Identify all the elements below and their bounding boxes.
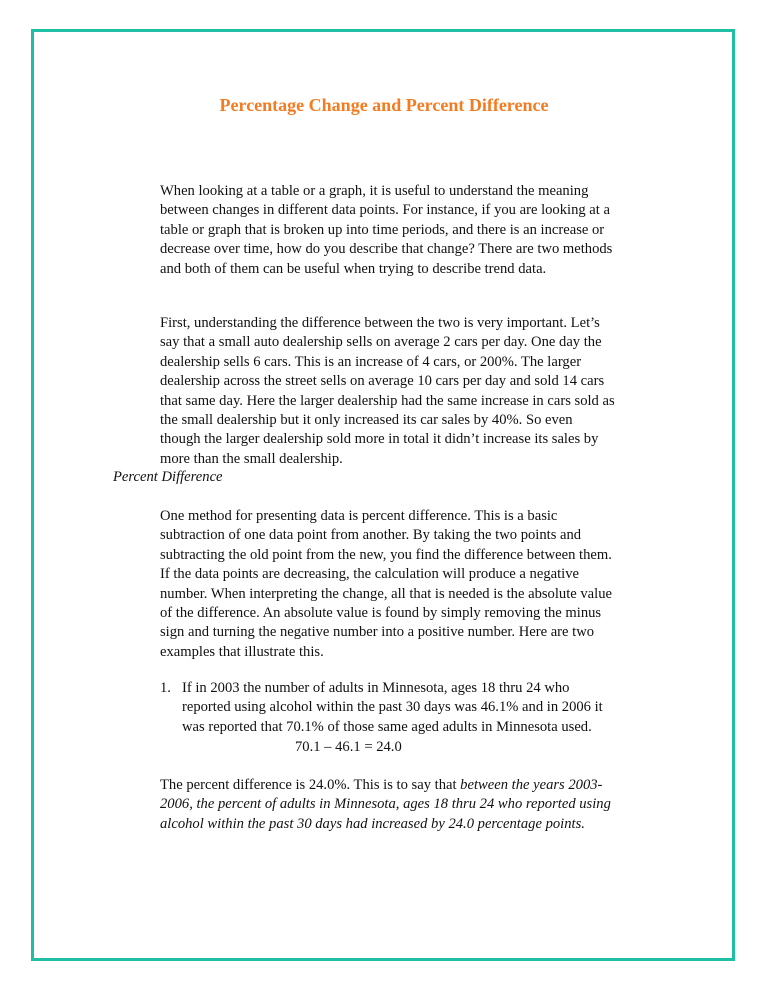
- section-heading: Percent Difference: [113, 469, 223, 485]
- example-equation: 70.1 – 46.1 = 24.0: [295, 739, 402, 755]
- document-title: Percentage Change and Percent Difference: [219, 95, 549, 115]
- example-result: [160, 776, 615, 834]
- intro-paragraph: When looking at a table or a graph, it is useful to understand the meaning between changes in different data points. For instance, if you are looking at a table or graph that is broken up into time periods, and there is an increase or decrease over time, how do you describe that change? There are two methods and both of them can be useful when trying to describe trend data.: [160, 183, 613, 277]
- example-text: If in 2003 the number of adults in Minnesota, ages 18 thru 24 who reported using alcohol within the past 30 days was 46.1% and in 2006 it was reported that 70.1% of those same aged adults in Minnesota used.: [182, 680, 603, 735]
- example-list-item: [160, 679, 615, 737]
- result-italic-text: between the years 2003-2006, the percent of adults in Minnesota, ages 18 thru 24 who reported using alcohol within the past 30 days had increased by 24.0 percentage points.: [160, 777, 611, 832]
- percent-difference-paragraph: One method for presenting data is percent difference. This is a basic subtraction of one data point from another. By taking the two points and subtracting the old point from the new, you find the difference between them. If the data points are decreasing, the calculation will produce a negative number. When interpreting the change, all that is needed is the absolute value of the difference. An absolute value is found by simply removing the minus sign and turning the negative number into a positive number. Here are two examples that illustrate this.: [160, 508, 612, 660]
- result-lead-text: The percent difference is 24.0%. This is to say that: [160, 777, 461, 793]
- comparison-paragraph: First, understanding the difference between the two is very important. Let’s say that a small auto dealership sells on average 2 cars per day. One day the dealership sells 6 cars. This is an increase of 4 cars, or 200%. The larger dealership across the street sells on average 10 cars per day and sold 14 cars that same day. Here the larger dealership had the same increase in cars sold as the small dealership but it only increased its car sales by 40%. So even though the larger dealership sold more in total it didn’t increase its sales by more than the small dealership.: [160, 315, 615, 467]
- example-number: 1.: [160, 680, 171, 696]
